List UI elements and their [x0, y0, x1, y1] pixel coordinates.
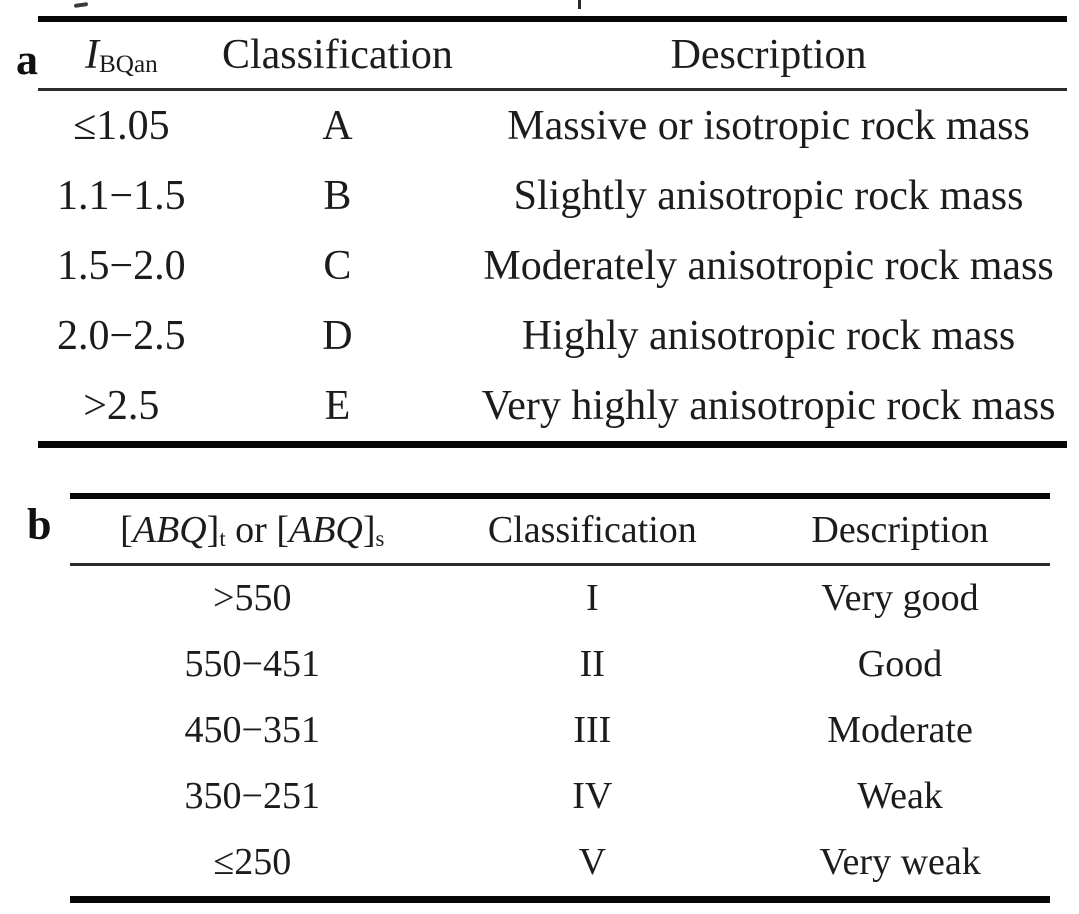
- table-row: [70, 830, 1050, 896]
- description-value: Massive or isotropic rock mass: [507, 102, 1030, 149]
- abq-value: 550−451: [184, 643, 320, 686]
- classification-value: III: [573, 709, 612, 752]
- description-value: Very highly anisotropic rock mass: [481, 382, 1056, 429]
- classification-value: V: [578, 841, 607, 884]
- crop-artifact-tick: [578, 0, 581, 9]
- abq-value: ≤250: [213, 841, 292, 884]
- description-value: Highly anisotropic rock mass: [521, 312, 1016, 359]
- classification-value: C: [323, 242, 352, 289]
- description-value: Moderate: [827, 709, 973, 752]
- table-a-anisotropy-classification: [38, 16, 1067, 448]
- table-a-header-classification: Classification: [221, 31, 453, 78]
- description-value: Weak: [857, 775, 943, 818]
- abq-value: >550: [213, 577, 292, 620]
- classification-value: B: [323, 172, 352, 219]
- table-row: [70, 566, 1050, 632]
- table-row: [70, 764, 1050, 830]
- description-value: Moderately anisotropic rock mass: [483, 242, 1054, 289]
- description-value: Very good: [821, 577, 979, 620]
- classification-value: I: [585, 577, 599, 620]
- ibqan-value: >2.5: [83, 382, 160, 429]
- table-row: [38, 231, 1067, 301]
- classification-value: IV: [572, 775, 613, 818]
- abq-value: 350−251: [184, 775, 320, 818]
- table-row: [70, 632, 1050, 698]
- classification-value: A: [322, 102, 353, 149]
- table-row: [38, 91, 1067, 161]
- description-value: Slightly anisotropic rock mass: [513, 172, 1024, 219]
- table-a-bottom-rule: [38, 441, 1067, 448]
- table-row: [38, 371, 1067, 441]
- ibqan-value: ≤1.05: [73, 102, 170, 149]
- ibqan-value: 2.0−2.5: [57, 312, 186, 359]
- description-value: Very weak: [819, 841, 981, 884]
- table-row: [38, 301, 1067, 371]
- ibqan-value: 1.1−1.5: [57, 172, 186, 219]
- table-b-abq-classification: [70, 493, 1050, 903]
- ibqan-value: 1.5−2.0: [57, 242, 186, 289]
- classification-value: D: [322, 312, 353, 359]
- table-a-header-description: Description: [670, 31, 867, 78]
- table-a-header-ibqan: $I_{BQan}$: [84, 31, 158, 79]
- table-a-header-row: [38, 22, 1067, 88]
- description-value: Good: [857, 643, 943, 686]
- table-b-header-classification: Classification: [487, 509, 697, 552]
- table-b-header-row: [70, 499, 1050, 563]
- panel-b-label: b: [27, 500, 52, 549]
- table-b-bottom-rule: [70, 896, 1050, 903]
- classification-value: E: [324, 382, 351, 429]
- abq-value: 450−351: [184, 709, 320, 752]
- table-b-header-description: Description: [811, 509, 989, 552]
- table-b-header-abq: $[ABQ]_t$ or $[ABQ]_s$: [120, 509, 385, 552]
- table-row: [70, 698, 1050, 764]
- classification-value: II: [579, 643, 605, 686]
- crop-artifact-squiggle: [74, 2, 88, 8]
- panel-a-label: a: [16, 35, 38, 84]
- table-row: [38, 161, 1067, 231]
